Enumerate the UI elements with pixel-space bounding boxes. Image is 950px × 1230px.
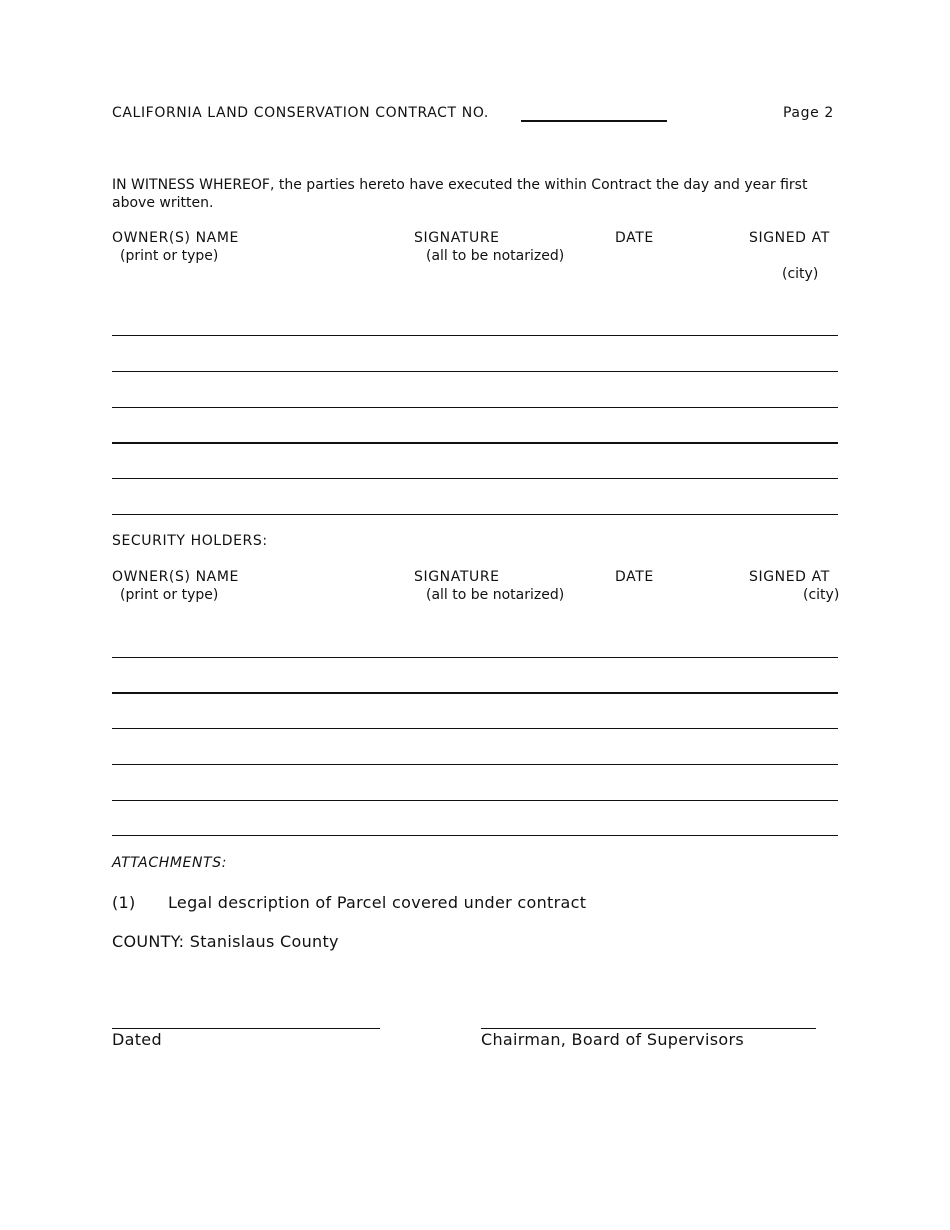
owner-signature-line-6[interactable]: [112, 514, 838, 515]
security-signature-header: SIGNATURE: [414, 569, 500, 585]
security-signature-line-6[interactable]: [112, 835, 838, 836]
attachments-heading: ATTACHMENTS:: [112, 855, 228, 871]
contract-number-field[interactable]: [521, 120, 667, 122]
security-signature-subheader: (all to be notarized): [426, 587, 565, 603]
chairman-label: Chairman, Board of Supervisors: [481, 1030, 745, 1049]
owners-name-header: OWNER(S) NAME: [112, 230, 239, 246]
contract-title: CALIFORNIA LAND CONSERVATION CONTRACT NO.: [112, 105, 489, 121]
security-signature-line-3[interactable]: [112, 728, 838, 729]
attachment-item-text: Legal description of Parcel covered under contract: [168, 893, 587, 912]
owner-signature-line-4[interactable]: [112, 442, 838, 444]
security-signature-line-1[interactable]: [112, 657, 838, 658]
owners-name-subheader: (print or type): [120, 248, 219, 264]
owners-date-header: DATE: [615, 230, 654, 246]
owner-signature-line-3[interactable]: [112, 407, 838, 408]
security-signature-line-4[interactable]: [112, 764, 838, 765]
county-line: COUNTY: Stanislaus County: [112, 932, 339, 951]
security-signature-line-5[interactable]: [112, 800, 838, 801]
dated-line[interactable]: [112, 1028, 380, 1029]
owner-signature-line-1[interactable]: [112, 335, 838, 336]
security-holders-heading: SECURITY HOLDERS:: [112, 533, 268, 549]
witness-paragraph: IN WITNESS WHEREOF, the parties hereto have executed the within Contract the day and year first above written.: [112, 177, 808, 211]
owners-signature-header: SIGNATURE: [414, 230, 500, 246]
page-number: Page 2: [783, 105, 834, 121]
attachment-item-number: (1): [112, 893, 136, 912]
owners-signed-at-subheader: (city): [782, 266, 819, 282]
security-signed-at-header: SIGNED AT: [749, 569, 830, 585]
owners-signature-subheader: (all to be notarized): [426, 248, 565, 264]
owners-signed-at-header: SIGNED AT: [749, 230, 830, 246]
dated-label: Dated: [112, 1030, 162, 1049]
owner-signature-line-5[interactable]: [112, 478, 838, 479]
security-signature-line-2[interactable]: [112, 692, 838, 694]
security-date-header: DATE: [615, 569, 654, 585]
security-name-header: OWNER(S) NAME: [112, 569, 239, 585]
security-name-subheader: (print or type): [120, 587, 219, 603]
security-signed-at-subheader: (city): [803, 587, 840, 603]
chairman-signature-line[interactable]: [481, 1028, 816, 1029]
owner-signature-line-2[interactable]: [112, 371, 838, 372]
